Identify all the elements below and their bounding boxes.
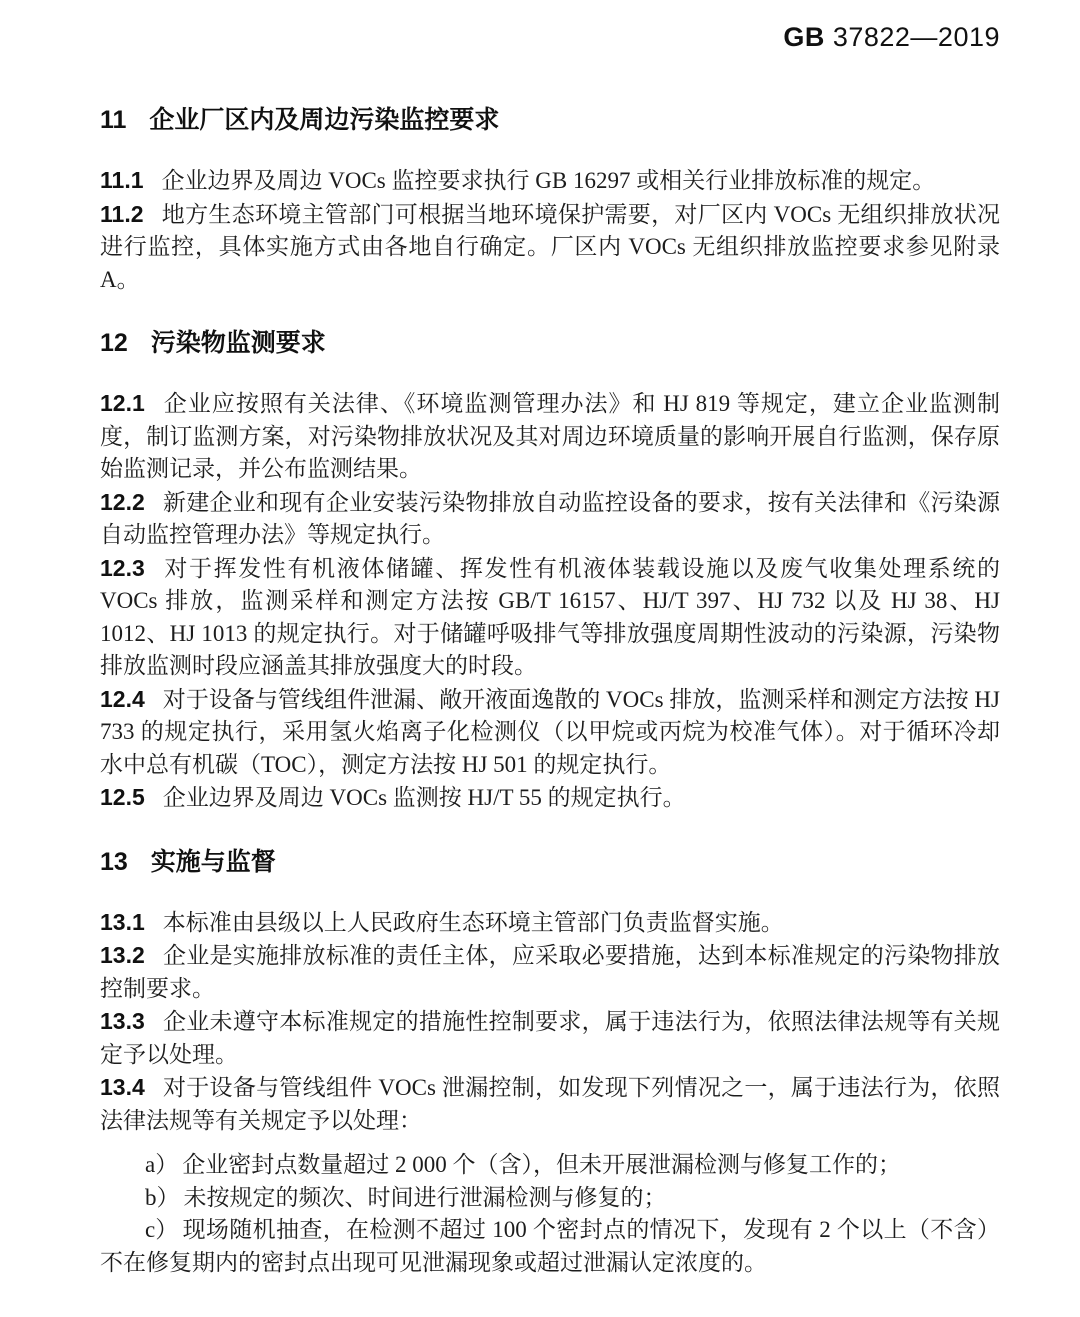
- clause-13-3-number: 13.3: [100, 1008, 145, 1034]
- clause-11-2: [100, 198, 1000, 297]
- standard-prefix: GB: [783, 22, 825, 52]
- clause-13-4-text: 对于设备与管线组件 VOCs 泄漏控制，如发现下列情况之一，属于违法行为，依照法律法规等有关规定予以处理：: [100, 1075, 1000, 1133]
- list-item-b-text: 未按规定的频次、时间进行泄漏检测与修复的；: [183, 1184, 667, 1210]
- clause-11-1-text: 企业边界及周边 VOCs 监控要求执行 GB 16297 或相关行业排放标准的规定。: [161, 168, 936, 193]
- clause-11-2-number: 11.2: [100, 200, 144, 227]
- section-12-heading: [100, 326, 1000, 360]
- clause-12-2-number: 12.2: [100, 488, 145, 515]
- clause-12-3-number: 12.3: [100, 554, 145, 581]
- section-11-title: 企业厂区内及周边污染监控要求: [149, 106, 500, 134]
- clause-12-3-text: 对于挥发性有机液体储罐、挥发性有机液体装载设施以及废气收集处理系统的 VOCs 排放，监测采样和测定方法按 GB/T 16157、HJ/T 397、HJ 732 以及 HJ 38、HJ 1012、HJ 1013 的规定执行。对于储罐呼吸排气等排放强度周期性波动的污染源，污染物排放监测时段应涵盖其排放强度大的时段。: [100, 555, 1000, 678]
- clause-12-4-text: 对于设备与管线组件泄漏、敞开液面逸散的 VOCs 排放，监测采样和测定方法按 HJ 733 的规定执行，采用氢火焰离子化检测仪（以甲烷或丙烷为校准气体）。对于循环冷却水中总有机碳（TOC），测定方法按 HJ 501 的规定执行。: [100, 686, 1000, 777]
- section-12-number: 12: [100, 329, 128, 357]
- clause-13-4: [100, 1071, 1000, 1137]
- clause-11-2-text: 地方生态环境主管部门可根据当地环境保护需要，对厂区内 VOCs 无组织排放状况进行监控，具体实施方式由各地自行确定。厂区内 VOCs 无组织排放监控要求参见附录 A。: [100, 201, 1000, 292]
- clause-12-1-number: 12.1: [100, 390, 145, 416]
- clause-13-2-text: 企业是实施排放标准的责任主体，应采取必要措施，达到本标准规定的污染物排放控制要求。: [100, 943, 1000, 1001]
- list-item-b-label: b）: [145, 1184, 180, 1210]
- clause-13-1-text: 本标准由县级以上人民政府生态环境主管部门负责监督实施。: [162, 909, 784, 935]
- section-13-title: 实施与监督: [150, 847, 276, 876]
- section-12-title: 污染物监测要求: [150, 329, 326, 357]
- section-13-heading: [100, 845, 1000, 879]
- list-item-a: [100, 1149, 1000, 1182]
- list-item-a-text: 企业密封点数量超过 2 000 个（含），但未开展泄漏检测与修复工作的；: [182, 1152, 901, 1177]
- clause-13-1-number: 13.1: [100, 908, 145, 935]
- clause-12-5-number: 12.5: [100, 784, 145, 810]
- clause-13-2: [100, 939, 1000, 1005]
- clause-11-1: [100, 164, 1000, 198]
- clause-12-5-text: 企业边界及周边 VOCs 监测按 HJ/T 55 的规定执行。: [162, 785, 686, 810]
- clause-13-1: [100, 906, 1000, 940]
- list-item-c: [100, 1214, 1000, 1279]
- clause-12-3: [100, 552, 1000, 683]
- clause-11-1-number: 11.1: [100, 167, 144, 193]
- clause-12-2-text: 新建企业和现有企业安装污染物排放自动监控设备的要求，按有关法律和《污染源自动监控管理办法》等规定执行。: [100, 489, 1000, 547]
- clause-13-3: [100, 1005, 1000, 1071]
- section-11-heading: [100, 103, 1000, 137]
- section-13-number: 13: [100, 847, 128, 876]
- list-item-b: [100, 1182, 1000, 1215]
- list-item-a-label: a）: [145, 1152, 179, 1177]
- clause-12-1: [100, 387, 1000, 486]
- section-11-number: 11: [100, 106, 127, 134]
- clause-12-4: [100, 683, 1000, 782]
- clause-12-1-text: 企业应按照有关法律、《环境监测管理办法》和 HJ 819 等规定，建立企业监测制度，制订监测方案，对污染物排放状况及其对周边环境质量的影响开展自行监测，保存原始监测记录，并公布监测结果。: [100, 391, 1000, 481]
- clause-13-3-text: 企业未遵守本标准规定的措施性控制要求，属于违法行为，依照法律法规等有关规定予以处理。: [100, 1009, 1000, 1067]
- clause-13-2-number: 13.2: [100, 942, 145, 968]
- standard-number-header: [0, 0, 1080, 53]
- document-body: [100, 103, 1000, 1279]
- clause-12-4-number: 12.4: [100, 685, 145, 712]
- clause-12-2: [100, 486, 1000, 552]
- clause-12-5: [100, 781, 1000, 815]
- list-item-c-text: 现场随机抽查，在检测不超过 100 个密封点的情况下，发现有 2 个以上（不含）不在修复期内的密封点出现可见泄漏现象或超过泄漏认定浓度的。: [100, 1217, 1000, 1275]
- standard-code: 37822—2019: [832, 22, 1000, 52]
- clause-13-4-number: 13.4: [100, 1074, 145, 1100]
- list-item-c-label: c）: [145, 1217, 179, 1242]
- clause-13-4-list: [100, 1149, 1000, 1279]
